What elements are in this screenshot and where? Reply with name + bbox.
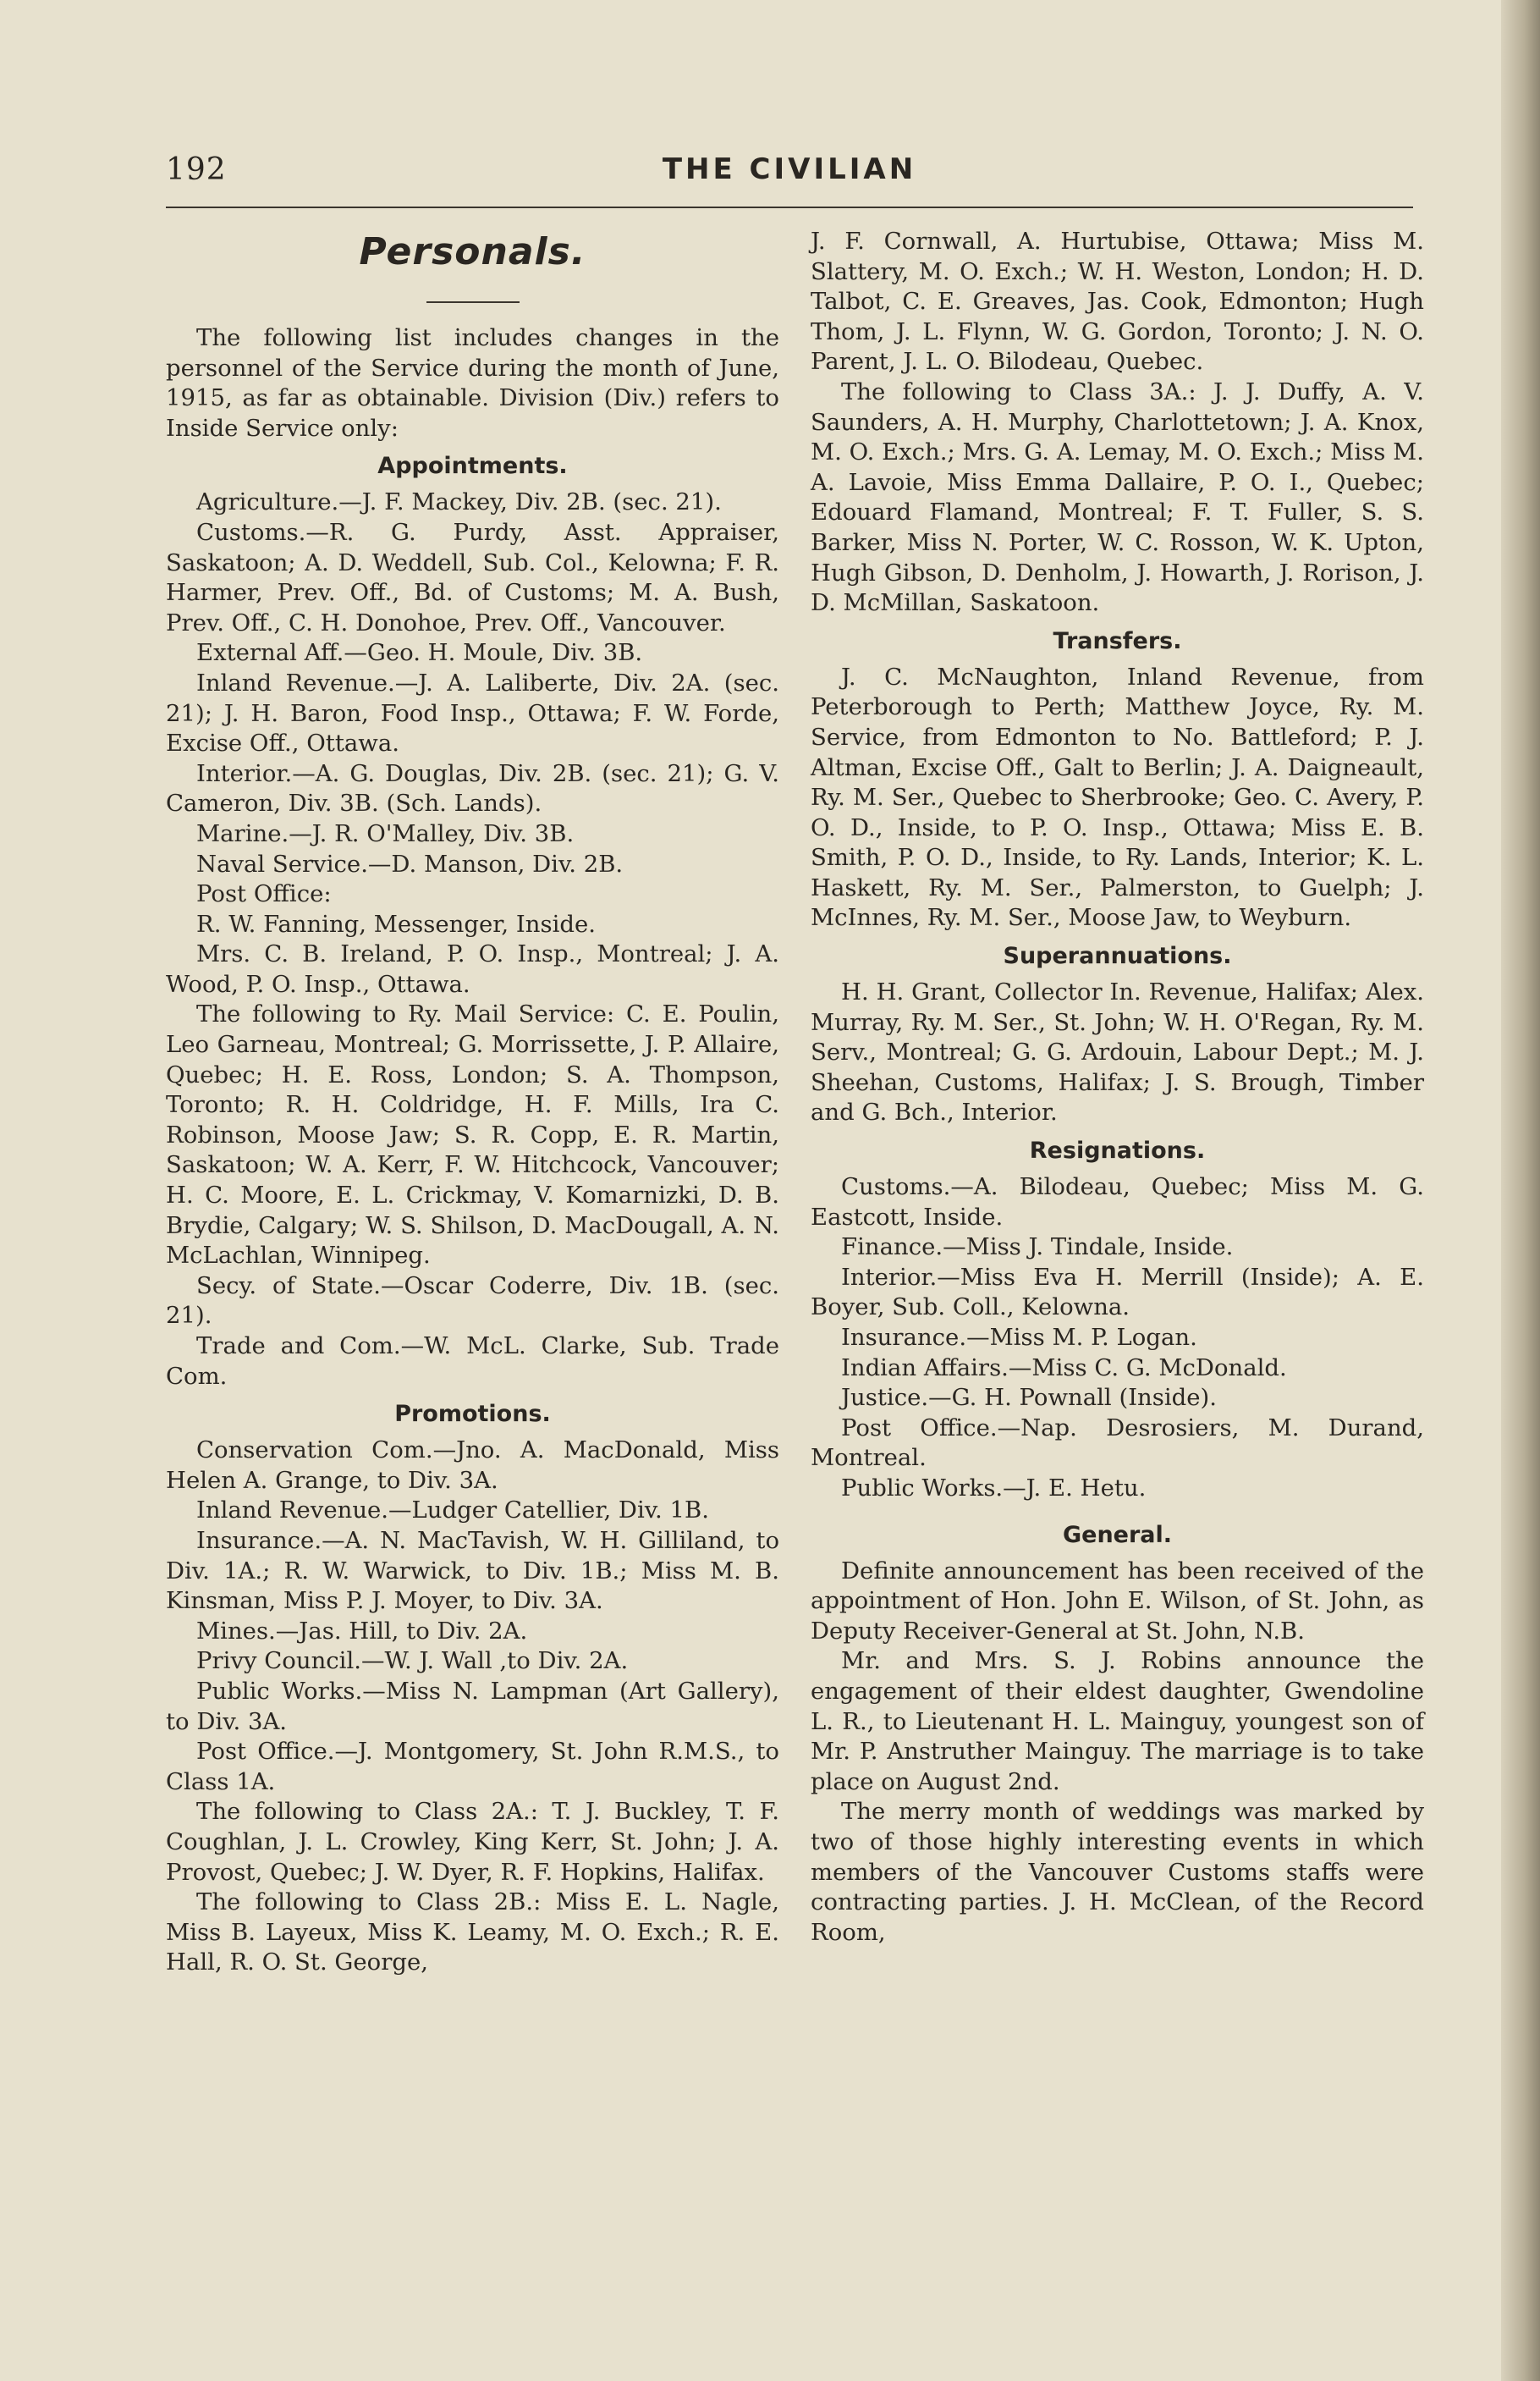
transfers-heading: Transfers. — [1053, 627, 1182, 654]
promotions-paragraph: Inland Revenue.—Ludger Catellier, Div. 1B. — [196, 1496, 709, 1524]
resignations-paragraph: Finance.—Miss J. Tindale, Inside. — [841, 1233, 1234, 1261]
appointments-paragraph: Marine.—J. R. O'Malley, Div. 3B. — [196, 819, 575, 847]
page-edge-shadow — [1501, 0, 1540, 2381]
right-column — [811, 227, 1424, 1948]
appointments-paragraph: Agriculture.—J. F. Mackey, Div. 2B. (sec. 21). — [196, 488, 722, 516]
promotions-paragraph: Insurance.—A. N. MacTavish, W. H. Gilliland, to Div. 1A.; R. W. Warwick, to Div. 1B.; Miss M. B. Kinsman, Miss P. J. Moyer, to Div. 3A. — [166, 1526, 779, 1615]
resignations-paragraph: Interior.—Miss Eva H. Merrill (Inside); A. E. Boyer, Sub. Coll., Kelowna. — [811, 1263, 1424, 1321]
resignations-paragraph: Indian Affairs.—Miss C. G. McDonald. — [841, 1353, 1287, 1381]
promotions-paragraph: The following to Class 2B.: Miss E. L. Nagle, Miss B. Layeux, Miss K. Leamy, M. O. Exch.; R. E. Hall, R. O. St. George, — [166, 1888, 779, 1976]
appointments-paragraph: Naval Service.—D. Manson, Div. 2B. — [196, 850, 624, 878]
appointments-paragraph: Mrs. C. B. Ireland, P. O. Insp., Montreal; J. A. Wood, P. O. Insp., Ottawa. — [166, 940, 779, 998]
promotions-paragraph: Conservation Com.—Jno. A. MacDonald, Miss Helen A. Grange, to Div. 3A. — [166, 1436, 779, 1494]
transfers-paragraph: J. C. McNaughton, Inland Revenue, from Peterborough to Perth; Matthew Joyce, Ry. M. Service, from Edmonton to No. Battleford; P. J. Altman, Excise Off., Galt to Berlin; J. A. Daigneault, Ry. M. Ser., Quebec to Sherbrooke; Geo. C. Avery, P. O. D., Inside, to P. O. Insp., Ottawa; Miss E. B. Smith, P. O. D., Inside, to Ry. Lands, Interior; K. L. Haskett, Ry. M. Ser., Palmerston, to Guelph; J. McInnes, Ry. M. Ser., Moose Jaw, to Weyburn. — [811, 663, 1424, 932]
resignations-paragraph: Insurance.—Miss M. P. Logan. — [841, 1324, 1197, 1351]
promotions-paragraph: The following to Class 2A.: T. J. Buckley, T. F. Coughlan, J. L. Crowley, King Kerr, St. John; J. A. Provost, Quebec; J. W. Dyer, R. F. Hopkins, Halifax. — [166, 1798, 779, 1886]
promotions-class-3a: The following to Class 3A.: J. J. Duffy, A. V. Saunders, A. H. Murphy, Charlottetown; J. A. Knox, M. O. Exch.; Mrs. G. A. Lemay, M. O. Exch.; Miss M. A. Lavoie, Miss Emma Dallaire, P. O. I., Quebec; Edouard Flamand, Montreal; F. T. Fuller, S. S. Barker, Miss N. Porter, W. C. Rosson, W. K. Upton, Hugh Gibson, D. Denholm, J. Howarth, J. Rorison, J. D. McMillan, Saskatoon. — [811, 378, 1424, 617]
general-paragraph: The merry month of weddings was marked by two of those highly interesting events in which members of the Vancouver Customs staffs were contracting parties. J. H. McClean, of the Record Room, — [811, 1798, 1424, 1946]
appointments-paragraph: Post Office: — [196, 880, 332, 908]
appointments-paragraph: Trade and Com.—W. McL. Clarke, Sub. Trade Com. — [166, 1332, 779, 1390]
intro-paragraph: The following list includes changes in the personnel of the Service during the month of June, 1915, as far as obtainable. Division (Div.) refers to Inside Service only: — [166, 324, 779, 442]
appointments-paragraph: External Aff.—Geo. H. Moule, Div. 3B. — [196, 639, 643, 667]
left-column — [166, 227, 779, 1978]
resignations-paragraph: Post Office.—Nap. Desrosiers, M. Durand, Montreal. — [811, 1414, 1424, 1472]
promotions-paragraph: Post Office.—J. Montgomery, St. John R.M.S., to Class 1A. — [166, 1738, 779, 1795]
page-number: 192 — [166, 152, 227, 187]
general-paragraph: Mr. and Mrs. S. J. Robins announce the engagement of their eldest daughter, Gwendoline L. R., to Lieutenant H. L. Mainguy, youngest son of Mr. P. Anstruther Mainguy. The marriage is to take place on August 2nd. — [811, 1647, 1424, 1795]
promotions-paragraph: Mines.—Jas. Hill, to Div. 2A. — [196, 1617, 528, 1645]
appointments-paragraph: Customs.—R. G. Purdy, Asst. Appraiser, Saskatoon; A. D. Weddell, Sub. Col., Kelowna; F. R. Harmer, Prev. Off., Bd. of Customs; M. A. Bush, Prev. Off., C. H. Donohoe, Prev. Off., Vancouver. — [166, 518, 779, 637]
resignations-paragraph: Customs.—A. Bilodeau, Quebec; Miss M. G. Eastcott, Inside. — [811, 1173, 1424, 1231]
promotions-heading: Promotions. — [394, 1401, 551, 1428]
resignations-paragraph: Public Works.—J. E. Hetu. — [841, 1474, 1147, 1502]
general-heading: General. — [1062, 1521, 1173, 1548]
appointments-paragraph: Secy. of State.—Oscar Coderre, Div. 1B. (sec. 21). — [166, 1271, 779, 1330]
appointments-paragraph: The following to Ry. Mail Service: C. E. Poulin, Leo Garneau, Montreal; G. Morrissette, J. P. Allaire, Quebec; H. E. Ross, London; S. A. Thompson, Toronto; R. H. Coldridge, H. F. Mills, Ira C. Robinson, Moose Jaw; S. R. Copp, E. R. Martin, Saskatoon; W. A. Kerr, F. W. Hitchcock, Vancouver; H. C. Moore, E. L. Crickmay, V. Komarnizki, D. B. Brydie, Calgary; W. S. Shilson, D. MacDougall, A. N. McLachlan, Winnipeg. — [166, 1000, 779, 1270]
article-title: Personals. — [359, 230, 586, 273]
superannuations-heading: Superannuations. — [1003, 943, 1232, 970]
promotions-paragraph: Privy Council.—W. J. Wall ,to Div. 2A. — [196, 1647, 629, 1675]
appointments-paragraph: Interior.—A. G. Douglas, Div. 2B. (sec. 21); G. V. Cameron, Div. 3B. (Sch. Lands). — [166, 759, 779, 818]
page-header — [166, 144, 1413, 195]
appointments-paragraph: Inland Revenue.—J. A. Laliberte, Div. 2A. (sec. 21); J. H. Baron, Food Insp., Ottawa; F. W. Forde, Excise Off., Ottawa. — [166, 669, 779, 758]
running-title: THE CIVILIAN — [662, 152, 917, 186]
resignations-heading: Resignations. — [1029, 1138, 1206, 1165]
general-paragraph: Definite announcement has been received of the appointment of Hon. John E. Wilson, of St. John, as Deputy Receiver-General at St. John, N.B. — [811, 1557, 1424, 1645]
title-rule — [426, 301, 520, 303]
promotions-paragraph: Public Works.—Miss N. Lampman (Art Gallery), to Div. 3A. — [166, 1677, 779, 1735]
promotions-continued: J. F. Cornwall, A. Hurtubise, Ottawa; Miss M. Slattery, M. O. Exch.; W. H. Weston, London; H. D. Talbot, C. E. Greaves, Jas. Cook, Edmonton; Hugh Thom, J. L. Flynn, W. G. Gordon, Toronto; J. N. O. Parent, J. L. O. Bilodeau, Quebec. — [811, 228, 1424, 376]
superannuations-paragraph: H. H. Grant, Collector In. Revenue, Halifax; Alex. Murray, Ry. M. Ser., St. John; W. H. O'Regan, Ry. M. Serv., Montreal; G. G. Ardouin, Labour Dept.; M. J. Sheehan, Customs, Halifax; J. S. Brough, Timber and G. Bch., Interior. — [811, 978, 1424, 1127]
resignations-paragraph: Justice.—G. H. Pownall (Inside). — [841, 1384, 1218, 1412]
header-rule — [166, 207, 1413, 208]
appointments-paragraph: R. W. Fanning, Messenger, Inside. — [196, 910, 596, 938]
appointments-heading: Appointments. — [377, 453, 568, 480]
